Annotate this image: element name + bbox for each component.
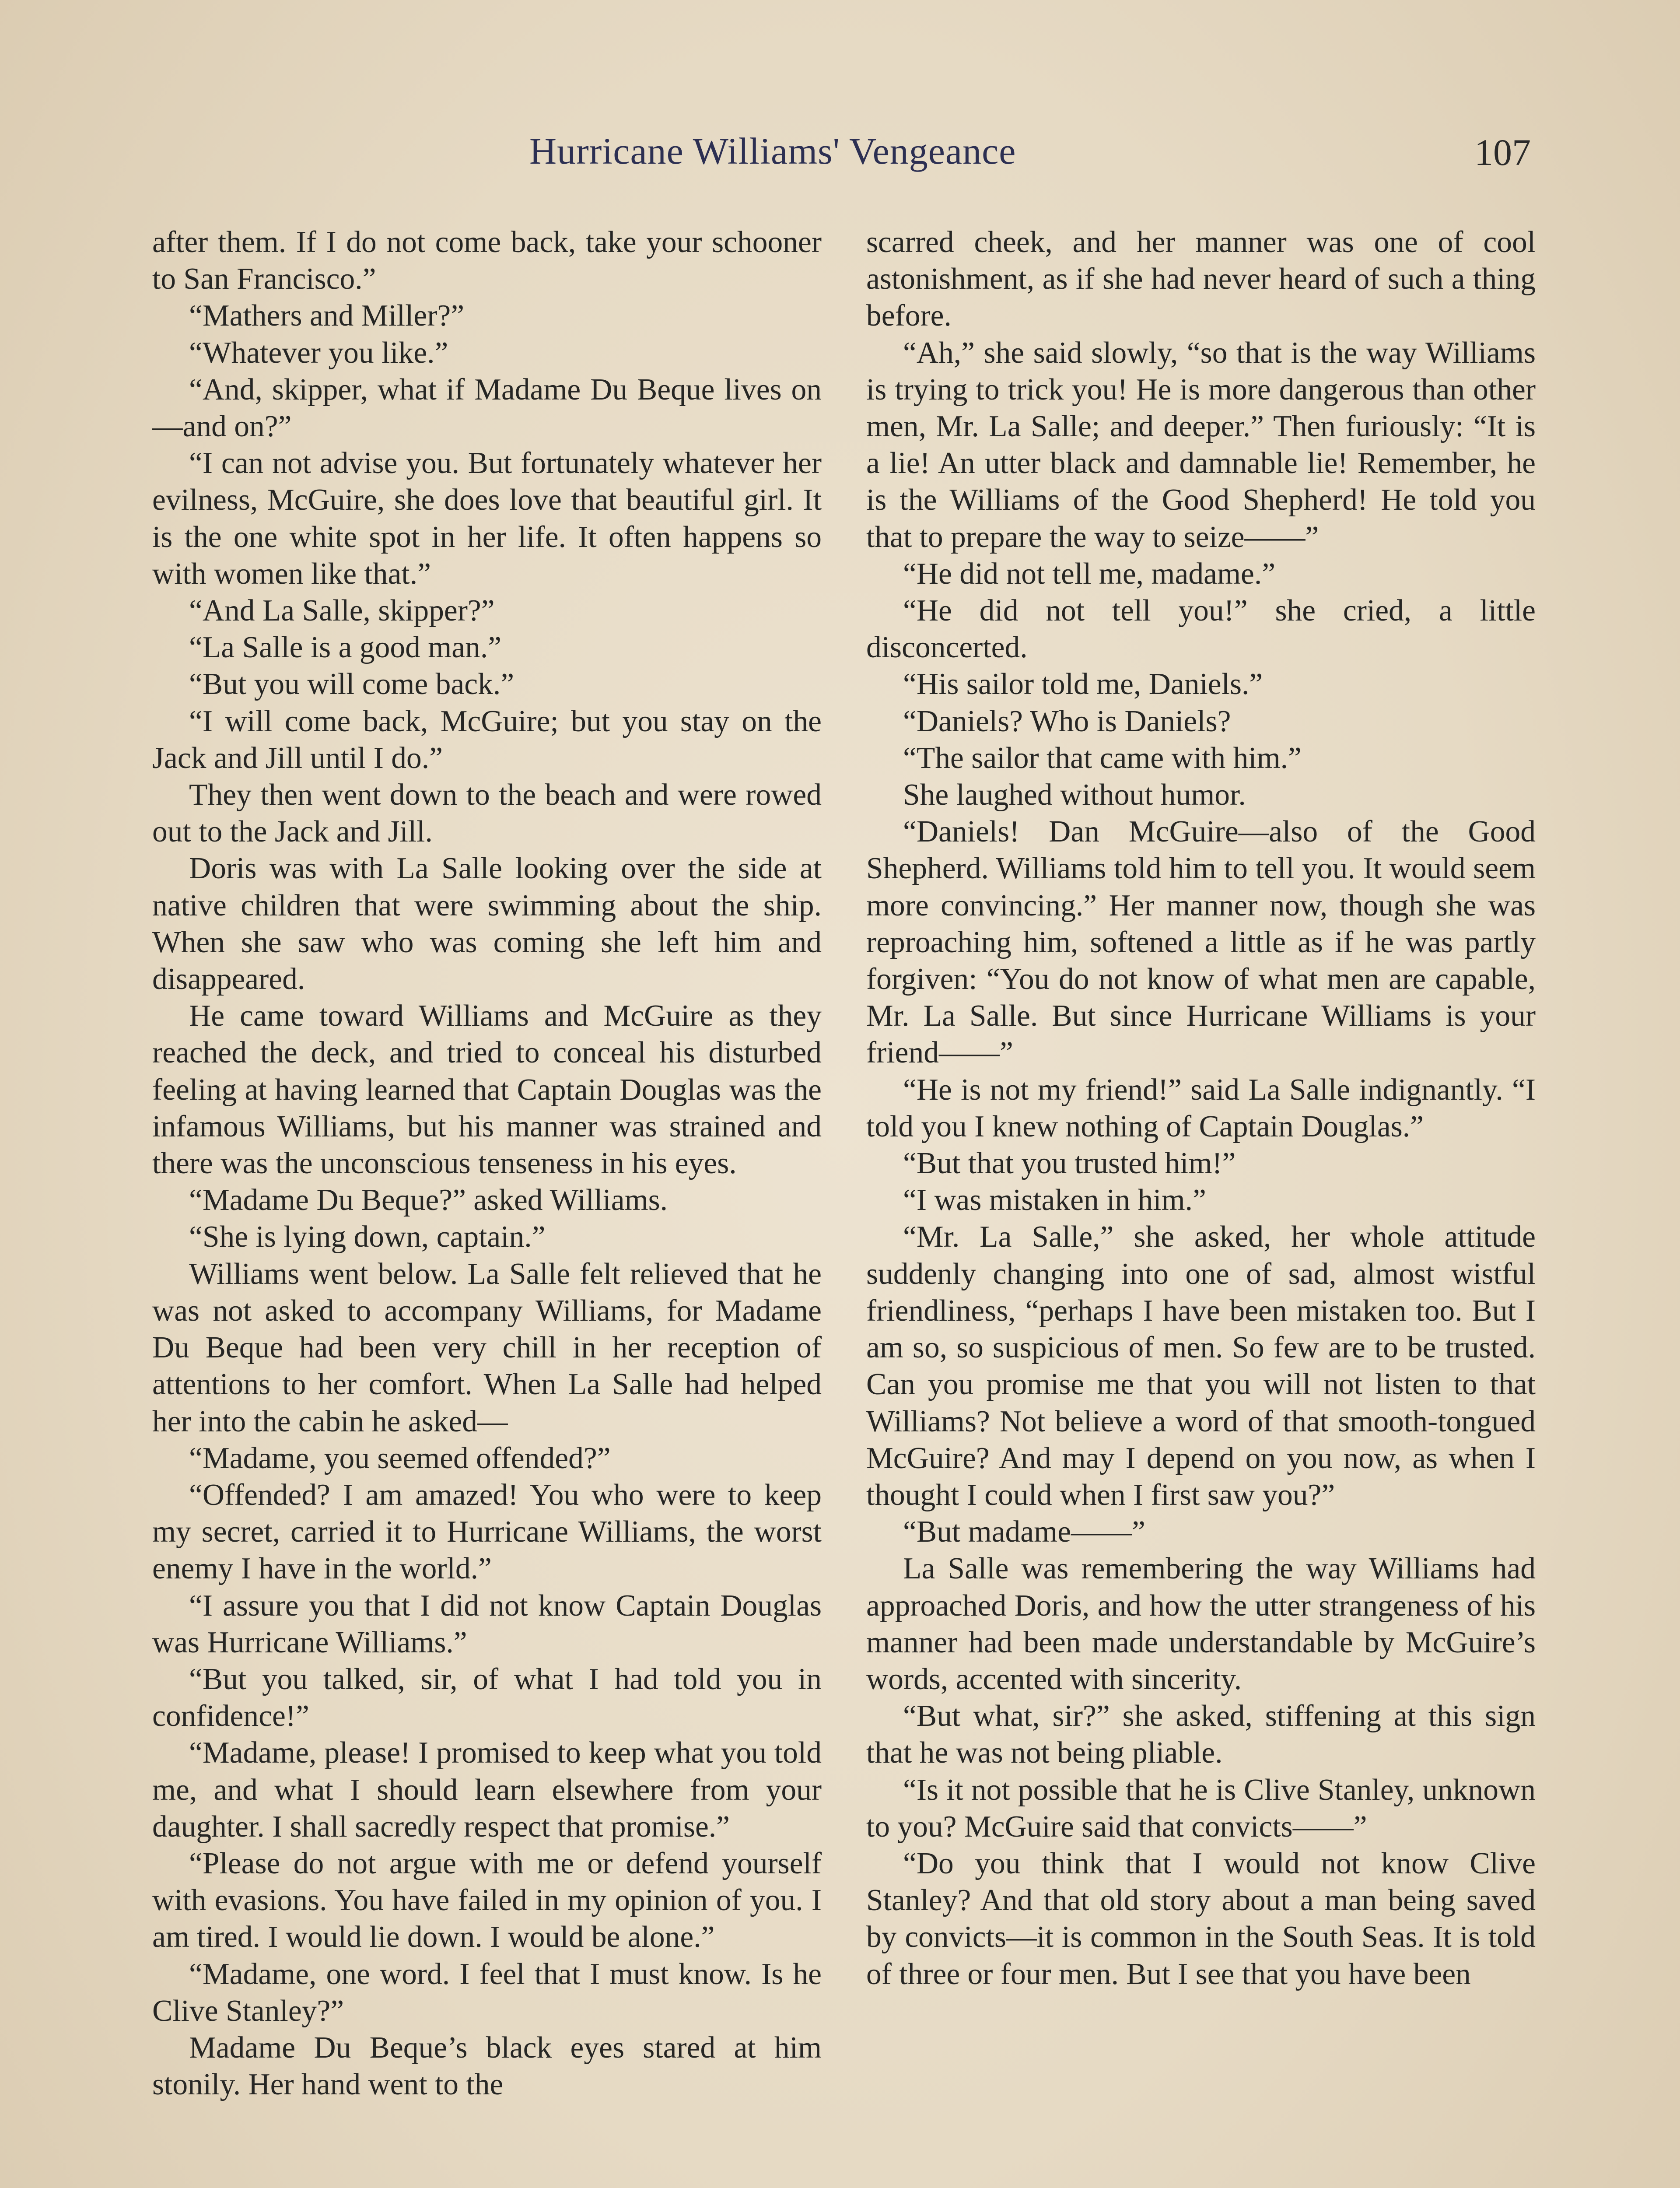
paragraph: “Madame Du Beque?” asked Williams. (189, 1183, 668, 1217)
paragraph: “He did not tell you!” she cried, a little disconcerted. (866, 594, 1536, 665)
paragraph: “Do you think that I would not know Clive Stanley? And that old story about a man being saved by convicts—it is common in the South Seas. It is told of three or four men. But I see that you have been (866, 1846, 1536, 1991)
paragraph: “Please do not argue with me or defend yourself with evasions. You have failed in my opinion of you. I am tired. I would lie down. I would be alone.” (152, 1846, 822, 1954)
paragraph: La Salle was remembering the way Williams had approached Doris, and how the utter strangeness of his manner had been made understandable by McGuire’s words, accented with sincerity. (866, 1552, 1536, 1696)
paragraph: “Ah,” she said slowly, “so that is the way Williams is trying to trick you! He is more dangerous than other men, Mr. La Salle; and deeper.” Then furiously: “It is a lie! An utter black and damnable lie! Remember, he is the Williams of the Good Shepherd! He told you that to prepare the way to seize——” (866, 336, 1536, 554)
paragraph: “But you talked, sir, of what I had told you in confidence!” (152, 1662, 822, 1733)
page-number: 107 (1474, 131, 1531, 173)
left-text-column (152, 224, 822, 2103)
paragraph: She laughed without humor. (903, 778, 1246, 812)
paragraph: “But you will come back.” (189, 667, 514, 701)
paragraph: They then went down to the beach and were rowed out to the Jack and Jill. (152, 778, 822, 849)
paragraph: scarred cheek, and her manner was one of cool astonishment, as if she had never heard of such a thing before. (866, 225, 1536, 333)
paragraph: “His sailor told me, Daniels.” (903, 667, 1263, 701)
paragraph: “Madame, you seemed offended?” (189, 1441, 611, 1475)
paragraph: “He did not tell me, madame.” (903, 557, 1276, 591)
paragraph: Doris was with La Salle looking over the side at native children that were swimming about the ship. When she saw who was coming she left him and disappeared. (152, 852, 822, 996)
paragraph: “Mr. La Salle,” she asked, her whole attitude suddenly changing into one of sad, almost wistful friendliness, “perhaps I have been mistaken too. But I am so, so suspicious of men. So few are to be trusted. Can you promise me that you will not listen to that Williams? Not believe a word of that smooth-tongued McGuire? And may I depend on you now, as when I thought I could when I first saw you?” (866, 1220, 1536, 1512)
paragraph: Williams went below. La Salle felt relieved that he was not asked to accompany Williams, for Madame Du Beque had been very chill in her reception of attentions to her comfort. When La Salle had helped her into the cabin he asked— (152, 1257, 822, 1438)
paragraph: “I will come back, McGuire; but you stay on the Jack and Jill until I do.” (152, 704, 822, 775)
paragraph: “The sailor that came with him.” (903, 741, 1302, 775)
paragraph: “But that you trusted him!” (903, 1147, 1236, 1181)
paragraph: “I can not advise you. But fortunately whatever her evilness, McGuire, she does love that beautiful girl. It is the one white spot in her life. It often happens so with women like that.” (152, 446, 822, 591)
paragraph: “But what, sir?” she asked, stiffening at this sign that he was not being pliable. (866, 1699, 1536, 1770)
paragraph: “Offended? I am amazed! You who were to keep my secret, carried it to Hurricane Williams, the worst enemy I have in the world.” (152, 1478, 822, 1586)
paragraph: “Daniels? Who is Daniels? (903, 704, 1231, 738)
paragraph: “And, skipper, what if Madame Du Beque lives on—and on?” (152, 372, 822, 444)
paragraph: “Mathers and Miller?” (189, 299, 465, 333)
paragraph: “La Salle is a good man.” (189, 631, 502, 665)
paragraph: “He is not my friend!” said La Salle indignantly. “I told you I knew nothing of Captain Douglas.” (866, 1073, 1536, 1143)
paragraph: “And La Salle, skipper?” (189, 594, 495, 628)
paragraph: “Is it not possible that he is Clive Stanley, unknown to you? McGuire said that convicts——” (866, 1773, 1536, 1844)
paragraph: Madame Du Beque’s black eyes stared at him stonily. Her hand went to the (152, 2030, 822, 2102)
paragraph: “Daniels! Dan McGuire—also of the Good Shepherd. Williams told him to tell you. It would seem more convincing.” Her manner now, though she was reproaching him, softened a little as if he was partly forgiven: “You do not know of what men are capable, Mr. La Salle. But since Hurricane Williams is your friend——” (866, 815, 1536, 1070)
running-header-title: Hurricane Williams' Vengeance (529, 130, 1016, 172)
paragraph: “Madame, please! I promised to keep what you told me, and what I should learn elsewhere from your daughter. I shall sacredly respect that promise.” (152, 1736, 822, 1844)
paragraph: “Madame, one word. I feel that I must know. Is he Clive Stanley?” (152, 1957, 822, 2028)
paragraph: “She is lying down, captain.” (189, 1220, 546, 1254)
paragraph: “I assure you that I did not know Captain Douglas was Hurricane Williams.” (152, 1588, 822, 1659)
paragraph: He came toward Williams and McGuire as they reached the deck, and tried to conceal his disturbed feeling at having learned that Captain Douglas was the infamous Williams, but his manner was strained and there was the unconscious tenseness in his eyes. (152, 999, 822, 1181)
paragraph: after them. If I do not come back, take your schooner to San Francisco.” (152, 225, 822, 296)
paragraph: “I was mistaken in him.” (903, 1183, 1206, 1217)
paragraph: “But madame——” (903, 1515, 1145, 1549)
paragraph: “Whatever you like.” (189, 336, 448, 370)
right-text-column (866, 224, 1536, 1993)
